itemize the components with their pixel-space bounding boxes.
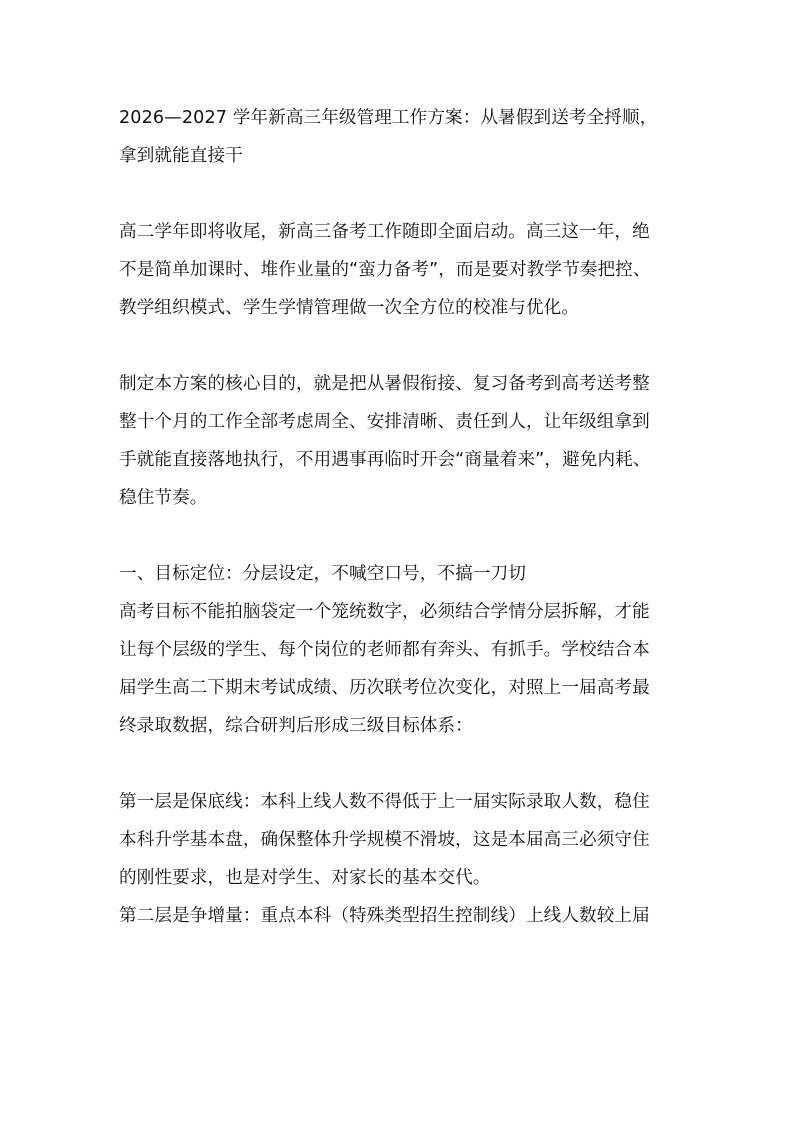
paragraph-goal-tiers: [119, 783, 689, 935]
text-line: 整十个月的工作全部考虑周全、安排清晰、责任到人，让年级组拿到: [119, 412, 650, 432]
text-line: 教学组织模式、学生学情管理做一次全方位的校准与优化。: [119, 298, 580, 318]
text-line: 本科升学基本盘，确保整体升学规模不滑坡，这是本届高三必须守住: [119, 830, 650, 850]
text-line: 的刚性要求，也是对学生、对家长的基本交代。: [119, 868, 491, 888]
section-goal-positioning: [119, 555, 689, 745]
title-line: 拿到就能直接干: [119, 146, 243, 166]
blank-line: [119, 327, 689, 365]
document-body: [119, 99, 689, 935]
section-heading: 一、目标定位：分层设定，不喊空口号，不搞一刀切: [119, 564, 526, 584]
text-line: 不是简单加课时、堆作业量的“蛮力备考”，而是要对教学节奏把控、: [119, 260, 651, 280]
text-line: 高考目标不能拍脑袋定一个笼统数字，必须结合学情分层拆解，才能: [119, 602, 650, 622]
text-line: 高二学年即将收尾，新高三备考工作随即全面启动。高三这一年，绝: [119, 222, 650, 242]
blank-line: [119, 745, 689, 783]
text-line: 终录取数据，综合研判后形成三级目标体系：: [119, 716, 473, 736]
blank-line: [119, 517, 689, 555]
paragraph-purpose: [119, 365, 689, 517]
text-line: 稳住节奏。: [119, 488, 208, 508]
text-line: 手就能直接落地执行，不用遇事再临时开会“商量着来”，避免内耗、: [119, 450, 651, 470]
text-line: 第二层是争增量：重点本科（特殊类型招生控制线）上线人数较上届: [119, 906, 650, 926]
text-line: 制定本方案的核心目的，就是把从暑假衔接、复习备考到高考送考整: [119, 374, 650, 394]
blank-line: [119, 175, 689, 213]
paragraph-intro: [119, 213, 689, 327]
text-line: 让每个层级的学生、每个岗位的老师都有奔头、有抓手。学校结合本: [119, 640, 650, 660]
text-line: 第一层是保底线：本科上线人数不得低于上一届实际录取人数，稳住: [119, 792, 650, 812]
title-line: 2026—2027 学年新高三年级管理工作方案：从暑假到送考全捋顺，: [119, 108, 658, 128]
text-line: 届学生高二下期末考试成绩、历次联考位次变化，对照上一届高考最: [119, 678, 650, 698]
document-title: [119, 99, 689, 175]
